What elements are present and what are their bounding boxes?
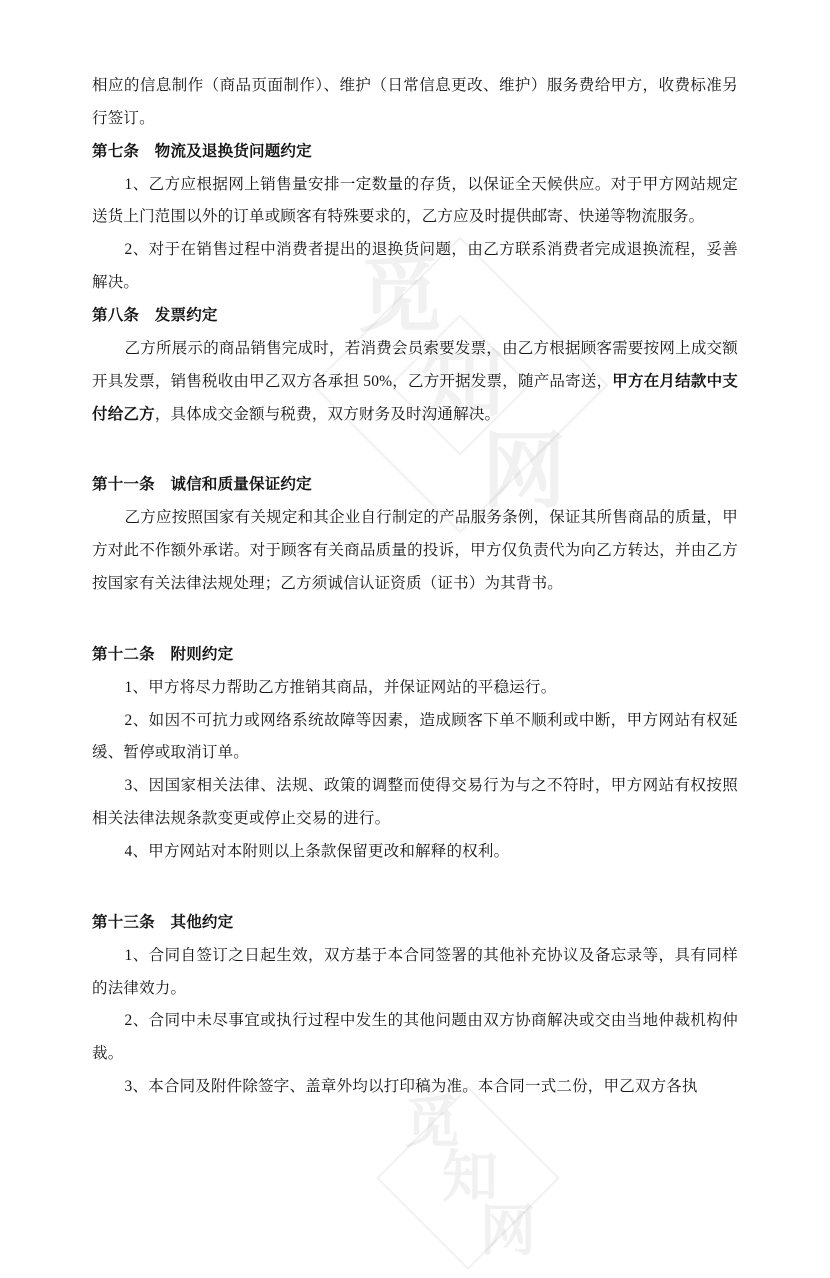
text-run: ，具体成交金额与税费，双方财务及时沟通解决。	[154, 405, 501, 423]
watermark-char: 知	[420, 338, 505, 431]
paragraph-s13-3: 3、本合同及附件除签字、盖章外均以打印稿为准。本合同一式二份，甲乙双方各执	[124, 1078, 698, 1096]
section-heading-8: 第八条 发票约定	[92, 307, 218, 325]
paragraph-s12-3: 3、因国家相关法律、法规、政策的调整而使得交易行为与之不符时，甲方网站有权按照相关法律法规条款变更或停止交易的进行。	[92, 777, 738, 828]
watermark-logo-bottom	[368, 1078, 568, 1278]
text-run-bold: 甲方在月结款中支付给乙方	[92, 372, 738, 423]
paragraph-s13-1: 1、合同自签订之日起生效，双方基于本合同签署的其他补充协议及备忘录等，具有同样的法律效力。	[92, 946, 738, 997]
text-run: 乙方所展示的商品销售完成时，若消费会员索要发票，由乙方根据顾客需要按网上成交额开具发票，销售税收由甲乙双方各承担 50%，乙方开据发票，随产品寄送，	[92, 339, 738, 390]
watermark-char: 知	[442, 1147, 498, 1209]
watermark-frame	[368, 1078, 568, 1278]
paragraph-s7-2: 2、对于在销售过程中消费者提出的退换货问题，由乙方联系消费者完成退换流程，妥善解决。	[92, 241, 738, 292]
paragraph-s7-1: 1、乙方应根据网上销售量安排一定数量的存货，以保证全天候供应。对于甲方网站规定送货上门范围以外的订单或顾客有特殊要求的，乙方应及时提供邮寄、快递等物流服务。	[92, 175, 738, 226]
section-heading-11: 第十一条 诚信和质量保证约定	[92, 476, 312, 494]
section-heading-12: 第十二条 附则约定	[92, 645, 234, 663]
paragraph-s12-2: 2、如因不可抗力或网络系统故障等因素，造成顾客下单不顺利或中断，甲方网站有权延缓、暂停或取消订单。	[92, 711, 738, 762]
paragraph-s12-4: 4、甲方网站对本附则以上条款保留更改和解释的权利。	[124, 843, 510, 861]
paragraph-s8-1	[92, 333, 738, 432]
paragraph-s11-1: 乙方应按照国家有关规定和其企业自行制定的产品服务条例，保证其所售商品的质量，甲方对此不作额外承诺。对于顾客有关商品质量的投诉，甲方仅负责代为向乙方转达，并由乙方按国家有关法律法规处理；乙方须诚信认证资质（证书）为其背书。	[92, 509, 738, 593]
watermark-char: 觅	[404, 1093, 460, 1155]
paragraph-s12-1: 1、甲方将尽力帮助乙方推销其商品，并保证网站的平稳运行。	[124, 678, 557, 696]
watermark-char: 网	[482, 426, 567, 519]
section-heading-13: 第十三条 其他约定	[92, 913, 234, 931]
watermark-char: 网	[480, 1201, 536, 1263]
section-heading-7: 第七条 物流及退换货问题约定	[92, 142, 312, 160]
watermark-char: 觅	[358, 250, 443, 343]
watermark-diamond-icon	[376, 1086, 560, 1270]
paragraph-continuation: 相应的信息制作（商品页面制作）、维护（日常信息更改、维护）服务费给甲方，收费标准另行签订。	[92, 77, 738, 127]
paragraph-s13-2: 2、合同中未尽事宜或执行过程中发生的其他问题由双方协商解决或交由当地仲裁机构仲裁。	[92, 1012, 738, 1063]
